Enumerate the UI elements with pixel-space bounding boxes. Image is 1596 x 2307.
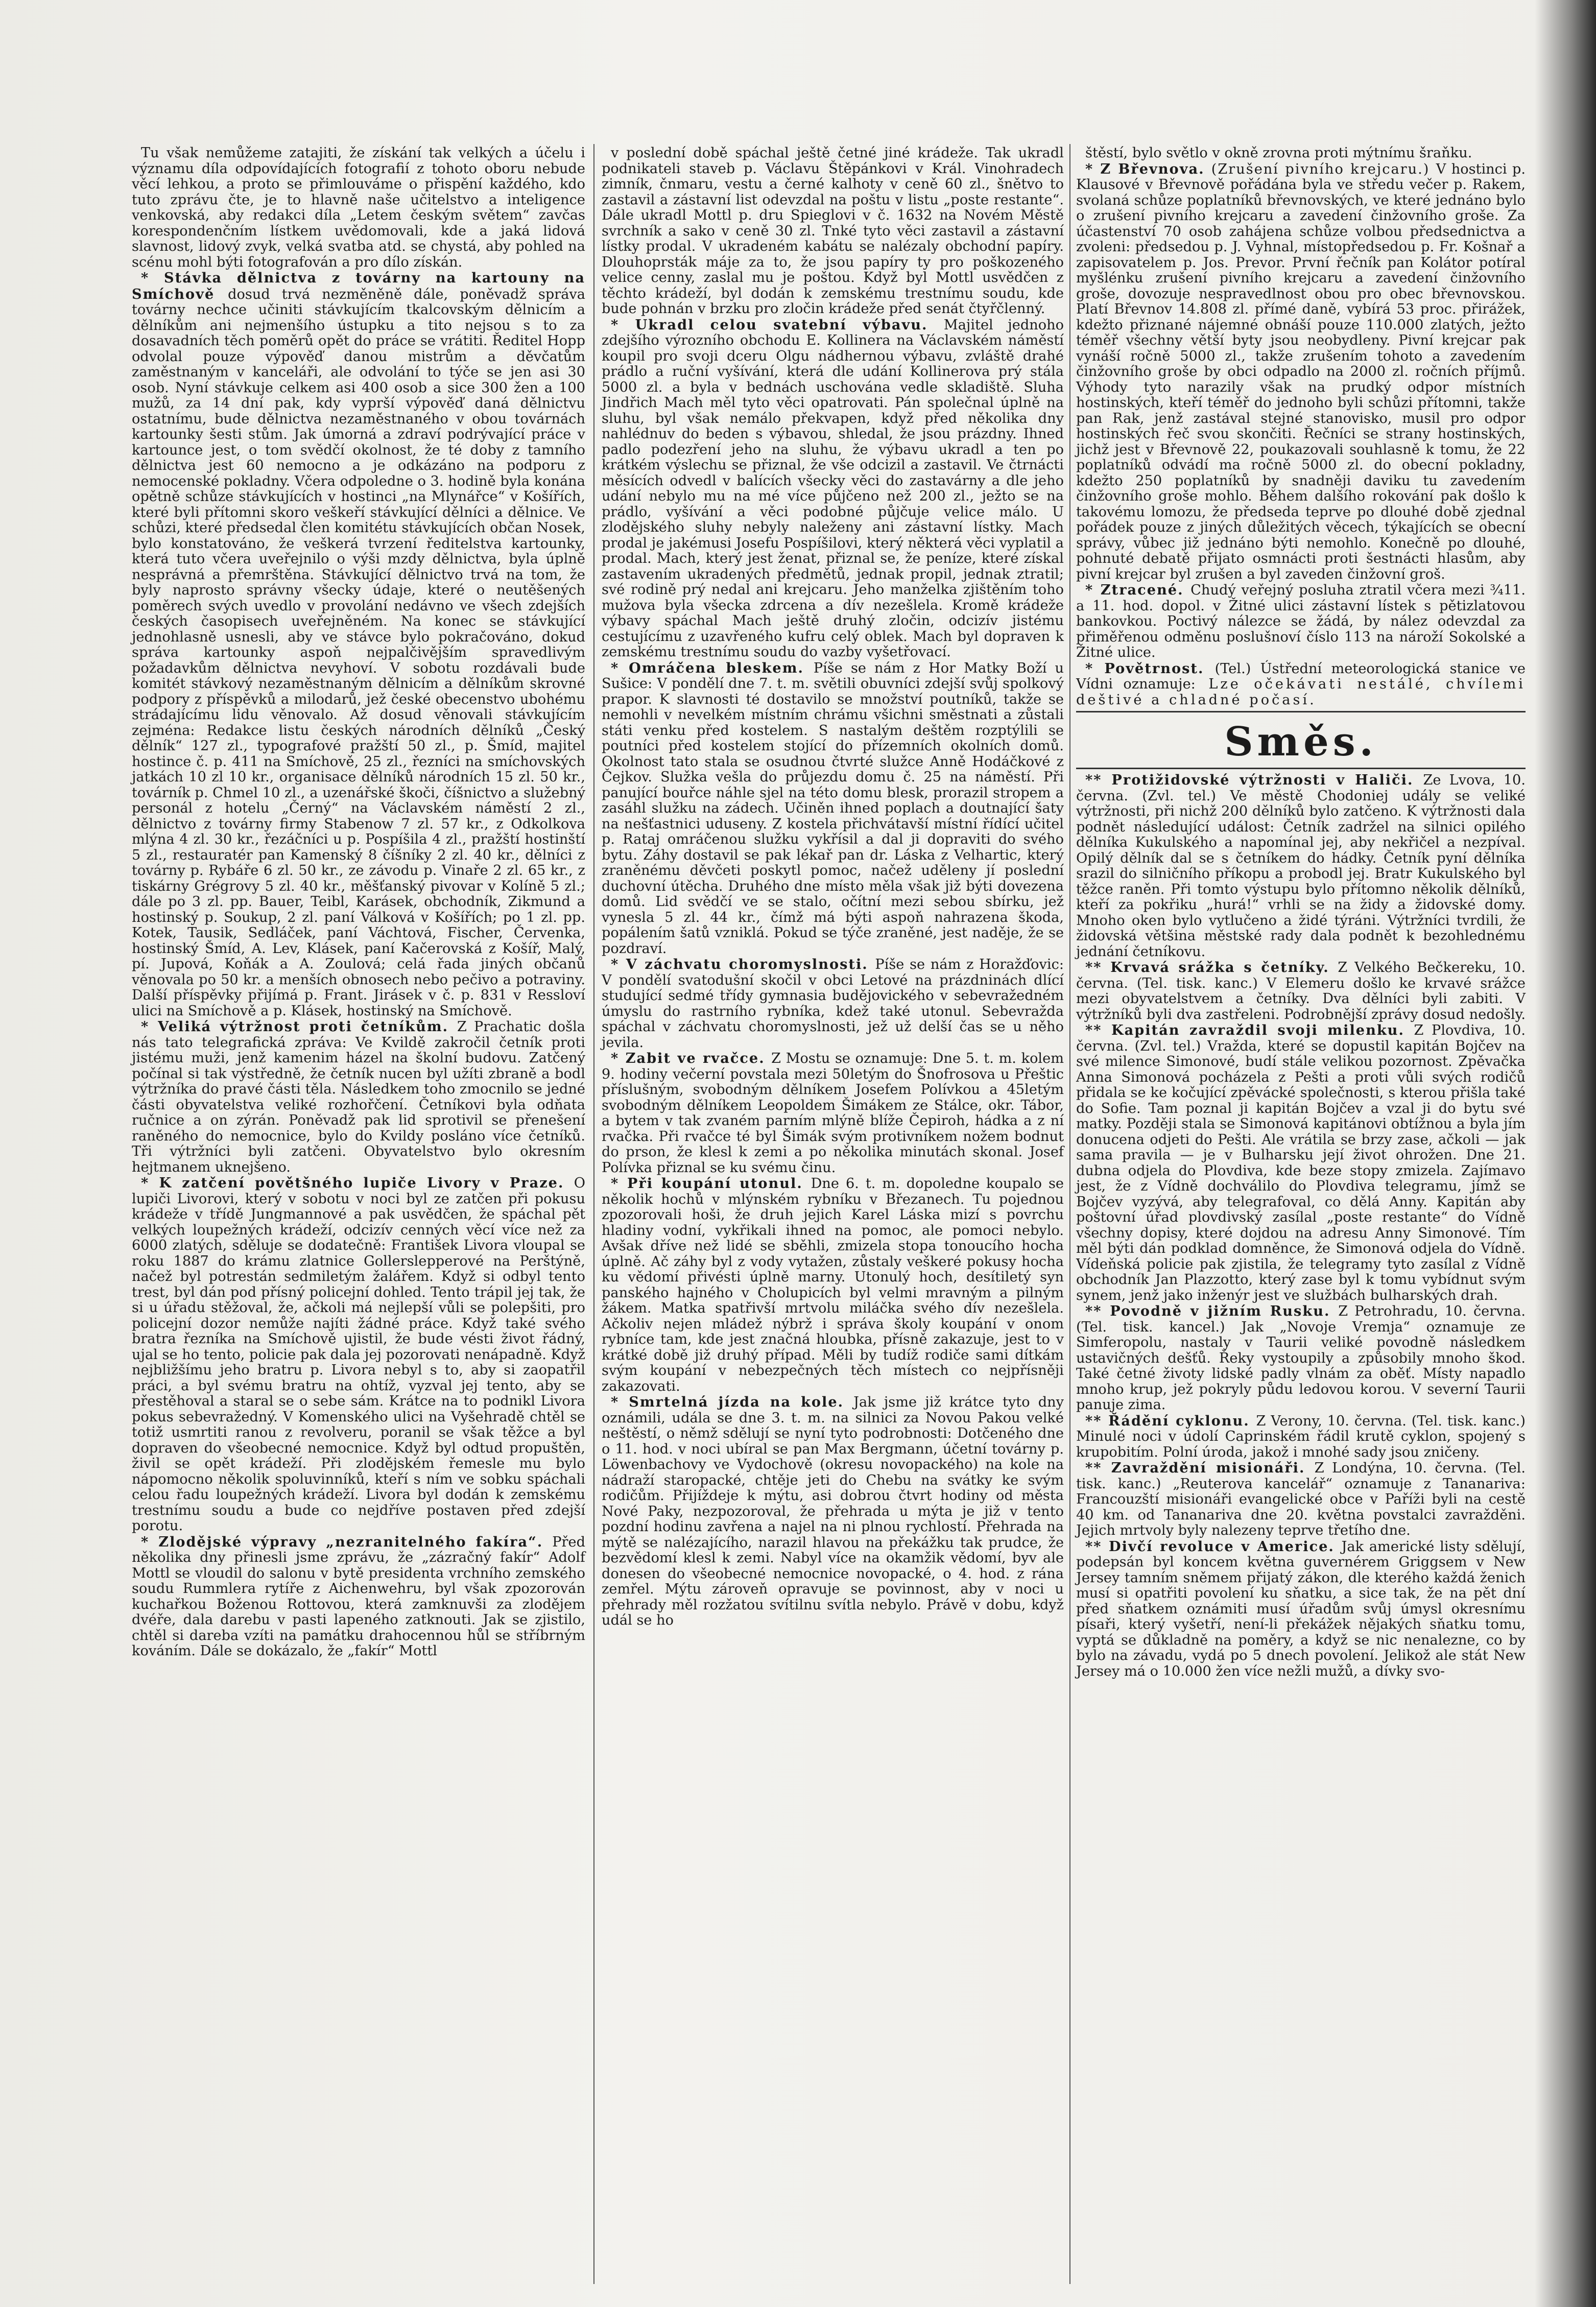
article-subheadline: (Zrušení pivního krejcaru.) [1211,161,1436,177]
article-headline: * Omráčena bleskem. [611,659,814,676]
article-paragraph [602,317,1064,660]
article-headline: * Zabit ve rvačce. [611,1050,772,1066]
article-text: Z Londýna, 10. června. (Tel. tisk. kanc.) „Reuterova kancelář“ oznamuje z Tananariva: Francouzští misionáři evangelické obce v Paříži byli na cestě 40 km. od Tananariva dne 20. května povstalci zavražděni. Jejich mrtvoly byly nalezeny teprve třetího dne. [1076,1460,1526,1538]
article-headline: * Z Břevnova. [1085,160,1211,177]
column-3 [1076,146,1526,1679]
article-headline: ** Kapitán zavraždil svoji milenku. [1085,1022,1414,1038]
article-headline: ** Krvavá srážka s četníky. [1085,959,1338,976]
section-heading: Směs. [1224,719,1377,765]
article-paragraph [602,1394,1064,1629]
article-headline: * Povětrnost. [1085,660,1215,677]
article-text: dosud trvá nezměněně dále, poněvadž správa továrny nechce učiniti stávkujícím tkalcovským dělnicím a dělníkům ani nejmenšího ústupku a tito nejsou s to za dosavadních těch poměrů opět do práce se vrátiti. Ředitel Hopp odvolal pouze výpověď danou mistrům a děvčatům zaměstnaným v kanceláři, ale odvolání to týče se jen asi 30 osob. Nyní stávkuje celkem asi 400 osob a sice 300 žen a 100 mužů, za 14 dní pak, kdy vyprší výpověď daná dělnictvu ostatnímu, bude dělnictva nezaměstnaného v obou továrnách kartounky šesti stům. Jak úmorná a zdraví podrývající práce v kartounce jest, o tom svědčí okolnost, že té doby z tamního dělnictva jest 60 nemocno a je odkázáno na podporu z nemocenské pokladny. Včera odpoledne o 3. hodině byla konána opětně schůze stávkujících v hostinci „na Mlynářce“ v Košířích, které byli přítomni skoro veškeří stávkující dělníci a dělnice. Ve schůzi, které předsedal člen komitétu stávkujících občan Nosek, bylo konstatováno, že veškerá tvrzení ředitelstva kartounky, která tuto včera uveřejnilo o výši mzdy dělnictva, byla úplně nesprávná a přemrštěna. Stávkující dělnictvo trvá na tom, že byly naprosto správny všecky údaje, které o neutěšených poměrech svých uvedlo v provolání nedávno ve všech zdejších českých časopisech uveřejněném. Na konec se stávkující jednohlasně usnesli, aby ve stávce bylo pokračováno, dokud správa kartounky aspoň nejpalčivějším spravedlivým požadavkům dělnictva nevyhoví. V sobotu rozdávali bude komitét stávkový nezaměstnaným dělnicím a dělníkům skrovné podpory z příspěvků a milodarů, jež české obecenstvo ubohému strádajícímu lidu věnovalo. Až dosud věnovali stávkujícím zejména: Redakce listu českých národních dělníků „Český dělník“ 127 zl., typografové pražští 50 zl., p. Šmíd, majitel hostince č. p. 411 na Smíchově, 25 zl., řezníci na smíchovských jatkách 10 zl 10 kr., organisace dělníků národních 15 zl. 50 kr., továrník p. Chmel 10 zl., a uzenářské škoči, číšnictvo a služebný personál z hotelu „Černý“ na Václavském náměstí 2 zl., dělnictvo z továrny firmy Stabenow 7 zl. 57 kr., z Odkolkova mlýna 4 zl. 30 kr., řezáčníci u p. Pospíšila 4 zl., pražští hostinští 5 zl., restauratér pan Kamenský 8 číšníky 2 zl. 40 kr., dělníci z továrny p. Rybáře 6 zl. 50 kr., ze závodu p. Vinaře 2 zl. 65 kr., z tiskárny Grégrovy 5 zl. 40 kr., měšťanský pivovar v Kolíně 5 zl.; dále po 3 zl. pp. Bauer, Teibl, Karásek, obchodník, Zikmund a hostinský p. Soukup, 2 zl. paní Válková v Košířích; po 1 zl. pp. Kotek, Tausik, Sedláček, paní Váchtová, Fischer, Červenka, hostinský Šmíd, A. Lev, Klásek, paní Kačerovská z Košíř, Malý, pí. Jupová, Koňák a A. Zoulová; celá řada jiných občanů věnovala po 50 kr. a menších obnosech nebo pečivo a potraviny. Další příspěvky přijímá p. Frant. Jirásek v č. p. 831 v Ressloví ulici na Smíchově a p. Klásek, hostinský na Smíchově. [132,286,585,1019]
article-paragraph [1076,1539,1526,1680]
article-paragraph [1076,1303,1526,1413]
article-paragraph [1076,161,1526,583]
article-paragraph [132,1534,585,1659]
article-paragraph [602,957,1064,1051]
article-text: O lupiči Livorovi, který v sobotu v noci byl ze zatčen při pokusu krádeže v třídě Jungmannové a pak usvědčen, že spáchal pět velkých loupežných krádeží, odcizív cenných věcí více než za 6000 zlatých, sděluje se dodatečně: František Livora vloupal se roku 1887 do krámu zlatnice Gollerslepperové na Perštýně, načež byl potrestán sedmiletým žalářem. Když si odbyl tento trest, byl dán pod přísný policejní dohled. Tento trápil jej tak, že si u úřadu stěžoval, že, ačkoli má nejlepší vůli se polepšiti, pro policejní dozor nemůže najíti žádné práce. Když také svého bratra řezníka na Smíchově ujistil, že bude vésti život řádný, ujal se ho tento, policie pak dala jej pozorovati nenápadně. Když nejbližšímu jeho bratru p. Livora nebyl s to, aby si zaopatřil práci, a byl svému bratru na ohtíž, vyzval jej tento, aby se přestěhoval a staral se o sebe sám. Krátce na to podnikl Livora pokus sebevražedný. V Komenského ulici na Vyšehradě chtěl se totiž usmrtiti ranou z revolveru, poranil se však těžce a byl dopraven do všeobecné nemocnice. Když byl odtud propuštěn, živil se opět krádeží. Při zlodějském řemesle mu bylo nápomocno několik spoluvinníků, kteří s ním ve sobku spáchali celou řadu loupežných krádeží. Livora byl dodán k zemskému trestnímu soudu a bude co nejdříve postaven před zdejší porotu. [132,1175,585,1534]
article-paragraph [132,270,585,1019]
article-text: Ze Lvova, 10. června. (Zvl. tel.) Ve městě Chodoniej udály se veliké výtržnosti, při nichž 200 dělníků bylo zatčeno. K výtržnosti dala podnět následující událost: Četník zadržel na silnici opilého dělníka Kukulského a napomínal jej, aby nekřičel a nezpíval. Opilý dělník dal se s četníkem do hádky. Četník pyní dělníka srazil do silničního příkopu a probodl jej. Bratr Kukulského byl těžce raněn. Při tomto výstupu bylo přítomno několik dělníků, kteří za pokřiku „hurá!“ vrhli se na židy a židovské domy. Mnoho oken bylo vytlučeno a židé týráni. Výtržníci tvrdili, že židovská většina městské rady dala podnět k bezohlednému jednání četníkovu. [1076,772,1526,960]
article-headline: * Ztracené. [1085,582,1191,598]
article-text: Jak jsme již krátce tyto dny oznámili, udála se dne 3. t. m. na silnici za Novou Pakou velké neštěstí, o němž sdělují se nyní tyto podrobnosti: Dotčeného dne o 11. hod. v noci ubíral se pan Max Bergmann, účetní továrny p. Löwenbachovy ve Vydochově (okresu novopackého) na kole na nádraží staropacké, chtěje jeti do Chebu na svátky ke svým rodičům. Přijíždeje k mýtu, asi dobrou čtvrt hodiny od města Nové Paky, nezpozoroval, že přehrada u mýta je již v tento pozdní hodinu zavřena a najel na ni plnou rychlostí. Přehrada na mýtě se nalézajícího, narazil hlavou na překážku tak prudce, že bezvědomí klesl k zemi. Nabyl více na okamžik vědomí, byv ale donesen do všeobecné nemocnice novopacké, o 4. hod. z rána zemřel. Mýtu zároveň opravuje se povinnost, aby v noci u přehrady měl rozžatou svítilnu svítla nebylo. Právě v dobu, když udál se ho [602,1394,1064,1628]
article-paragraph [602,1176,1064,1394]
article-text: Z Prachatic došla nás tato telegrafická zpráva: Ve Kvildě zakročil četník proti jistému muži, jenž kamenim házel na školní budovu. Zatčený počínal si tak výstředně, že četník nucen byl užíti zbraně a bodl výtržníka do pravé části těla. Následkem toho zmocnilo se jedné části obyvatelstva veliké rozhořčení. Četníkovi byla odňata ručnice a on zýrán. Poněvadž pak lid sprotivil se přenešení raněného do nemocnice, bylo do Kvildy posláno více četníků. Tři výtržníci byli zatčeni. Obyvatelstvo bylo okresním hejtmanem uknejšeno. [132,1019,585,1175]
article-text: štěstí, bylo světlo v okně zrovna proti mýtnímu šraňku. [1085,145,1472,161]
article-headline: * Ukradl celou svatební výbavu. [611,316,944,333]
article-text: Z Mostu se oznamuje: Dne 5. t. m. kolem 9. hodiny večerní povstala mezi 50letým do Šnofrosova u Přeštic příslušným, svobodným dělníkem Josefem Polívkou a 45letým svobodným dělníkem Leopoldem Šimákem ze Stálce, okr. Tábor, a bytem v tak zvaném parním mlýně blíže Čepiroh, hádka a z ní rvačka. Při rvačce té byl Šimák svým protivníkem nožem bodnut do prson, že klesl k zemi a po několika minutách skonal. Josef Polívka přiznal se ku svému činu. [602,1051,1064,1176]
page-edge-shadow [1535,0,1596,2307]
article-headline: ** Povodně v jižním Rusku. [1085,1303,1339,1319]
article-paragraph [1076,146,1526,161]
article-text: V hostinci p. Klausové v Břevnově pořádána byla ve středu večer p. Rakem, svolaná schůze poplatníků břevnovských, ve které jednáno bylo o zrušení pivního krejcaru a zavedení činžovního groše. Za účastenství 70 osob zahájena schůze volbou předsednictva a zvoleni: předsedou p. J. Vyhnal, místopředsedou p. Fr. Košnař a zapisovatelem p. Jos. Prevor. První řečník pan Kolátor potíral myšlénku zrušení pivního krejcaru a zavedení činžovního groše, dovozuje nespravedlnost obou pro obec břevnovskou. Platí Břevnov 14.808 zl. přímé daně, vybírá 53 proc. přirážek, kdežto přiznané nájemné obnáší pouze 110.000 zlatých, ježto téměř všechny větší byty jsou neobydleny. Pivní krejcar pak vynáší ročně 5000 zl., takže zrušením tohoto a zavedením činžovního groše by obci odpadlo na 2000 zl. ročních příjmů. Výhody tyto narazily však na prudký odpor místních hostinských, kteří téměř do jednoho byli schůzi přítomni, takže pan Rak, jenž zastával stejné stanovisko, musil pro odpor hostinských řeč svou skončiti. Řečníci se strany hostinských, jichž jest v Břevnově 22, poukazovali souhlasně k tomu, že 22 poplatníků odvádí ma ročně 5000 zl. do obecní pokladny, kdežto 250 poplatníků by snadněji daviku tu zavedením činžovního groše mohlo. Během dalšího rokování pak došlo k takovému lomozu, že předseda teprve po dlouhé době zjednal pořádek pouze z jiných důležitých věcech, týkajících se obecní správy, vůbec již jednáno býti nemohlo. Konečně po dlouhé, pohnuté debatě přijato osmnácti proti šestnácti hlasům, aby pivní krejcar byl zrušen a byl zaveden činžovní groš. [1076,161,1526,582]
article-paragraph [1076,582,1526,661]
article-paragraph [1076,1460,1526,1539]
column-rule [593,144,594,2284]
article-headline: * Veliká výtržnost proti četníkům. [141,1018,458,1035]
article-text: Dne 6. t. m. dopoledne koupalo se několik hochů v mlýnském rybníku v Březanech. Tu pojednou zpozorovali hoši, že druh jejich Karel Láska mizí s povrchu hladiny vodní, vykřikali ihned na pomoc, ale pomoci nebylo. Avšak dříve než lidé se sběhli, zmizela stopa tonoucího hocha úplně. Ač záhy byl z vody vytažen, zůstaly veškeré pokusy hocha ku vědomí přivésti úplně marny. Utonulý hoch, desítiletý syn panského hajného v Cholupicích byl velmi mravným a pilným žákem. Matka spatřivší mrtvolu miláčka svého dív nezešlela. Ačkoliv nejen mládež nýbrž i správa školy koupání v onom rybníce tam, kde jest značná hloubka, přísně zakazuje, jest to v krátké době již druhý případ. Měli by tudíž rodiče sami dítkám svým koupání v nebezpečných těch místech co nejpřísněji zakazovati. [602,1176,1064,1394]
article-headline: ** Řádění cyklonu. [1085,1412,1256,1429]
column-rule [1069,144,1070,2284]
article-paragraph [602,660,1064,957]
article-text: Z Plovdiva, 10. června. (Zvl. tel.) Vražda, které se dopustil kapitán Bojčev na své milence Simonové, budí stále velikou pozornost. Zpěvačka Anna Simonová pocházela z Pešti a proti vůli svých rodičů přidala se ke kočující zpěvácké společnosti, s kterou přišla také do Sofie. Tam poznal ji kapitán Bojčev a vzal ji do bytu své matky. Později stala se Simonová kapitánovi obtížnou a byla jím donucena odjeti do Pešti. Ale vrátila se brzy zase, ačkoli — jak sama pravila — je v Bulharsku její život ohrožen. Dne 21. dubna odjela do Plovdiva, kde beze stopy zmizela. Zajímavo jest, že z Vídně dochválilo do Plovdiva telegramu, jímž se Bojčev vyzývá, aby telegrafoval, co dělá Anny. Kapitán aby poštovní úřad plovdivský zasílal „poste restante“ do Vídně všechny dopisy, které dojdou na adresu Anny Simonové. Tím měl býti dán podklad domněnce, že Simonová odjela do Vídně. Vídeňská policie pak zjistila, že telegramy tyto zasílal z Vídně obchodník Jan Plazzotto, který zase byl k tomu vybídnut svým synem, jenž jako inženýr jest ve službách bulharských drah. [1076,1022,1526,1303]
article-text: Majitel jednoho zdejšího výrozního obchodu E. Kollinera na Václavském náměstí koupil pro svoji dceru Olgu nádhernou výbavu, zvláště drahé prádlo a ruční vyšívání, která dle udání Kollinerova prý stála 5000 zl. a byla v bednách uschována vedle skladiště. Sluha Jindřich Mach měl tyto věci opatrovati. Pán společnal úplně na sluhu, byl však nemálo překvapen, když před několika dny nahlédnuv do beden s výbavou, shledal, že jsou prázdny. Ihned padlo podezření jeho na sluhu, že výbavu ukradl a ten po krátkém výslechu se přiznal, že vše odcizil a zastavil. Ve čtrnácti měsících odvedl v balících všecky věci do zastavárny a dle jeho udání nebylo mu na mé více půjčeno než 200 zl., ježto se na prádlo, vyšívání a věci podobné půjčuje velice málo. U zlodějského sluhy nebyly naleženy ani zástavní lístky. Mach prodal je jakémusi Josefu Pospíšilovi, který některá věci vyplatil a prodal. Mach, který jest ženat, přiznal se, že peníze, které získal zastavením ukradených předmětů, jednak propil, jednak ztratil; své rodině prý nedal ani krejcaru. Jeho manželka zjištěním toho mužova byla všecka zdrcena a dív nezešlela. Kromě krádeže výbavy spáchal Mach ještě druhý zločin, odcizív jistému cestujícímu z uzavřeného kufru celý oblek. Mach byl dopraven k zemskému trestnímu soudu do vazby vyšetřovací. [602,317,1064,660]
article-text: Jak americké listy sdělují, podepsán byl koncem května guvernérem Griggsem v New Jersey tamním sněmem přijatý zákon, dle kterého každá ženich musí si opatřiti povolení ku sňatku, a sice tak, že na pět dní před sňatkem oznámiti musí úřadům svůj úmysl okresnímu písaři, který vyšetří, není-li překážek nějakých sňatku tomu, vyptá se důkladně na poměry, a když se nic nenalezne, co by bylo na závadu, vydá po 5 dnech povolení. Jelikož ale stát New Jersey má o 10.000 žen více nežli mužů, a dívky svo- [1076,1538,1526,1679]
article-headline: * V záchvatu choromyslnosti. [611,956,875,972]
article-paragraph [132,146,585,270]
article-paragraph [1076,1413,1526,1461]
article-text: Chudý veřejný posluha ztratil včera mezi ¾11. a 11. hod. dopol. v Žitné ulici zástavní lístek s pětizlatovou bankovkou. Poctivý nálezce se žádá, by nález odevzdal za přiměřenou odměnu poslušnoví číslo 113 na nároží Sokolské a Žitné ulice. [1076,582,1526,660]
article-paragraph [132,1019,585,1175]
article-headline: * Smrtelná jízda na kole. [611,1394,854,1410]
article-text: v poslední době spáchal ještě četné jiné krádeže. Tak ukradl podnikateli staveb p. Václavu Štěpánkovi v Král. Vinohradech zimník, čnmaru, vestu a černé kalhoty v ceně 60 zl., šnětvo to zastavil a zástavní list odevzdal na poštu v listu „poste restante“. Dále ukradl Mottl p. dru Spieglovi v č. 1632 na Novém Městě svrchník a sako v ceně 30 zl. Tnké tyto věci zastavil a zástavní lístky prodal. V ukradeném kabátu se nalézaly obchodní papíry. Dlouhoprsták máje za to, že jsou papíry ty pro poškozeného velice cenny, zaslal mu je poštou. Když byl Mottl usvědčen z těchto krádeží, byl dodán k zemskému trestnímu soudu, kde bude pohnán v brzku pro zločin krádeže před senát čtyřčlenný. [602,145,1064,317]
article-headline: * K zatčení povětšného lupiče Livory v Praze. [141,1175,574,1191]
article-headline: * Stávka dělnictva z továrny na kartouny na Smíchově [132,270,585,302]
article-paragraph [1076,1022,1526,1303]
column-2 [602,146,1064,1629]
forecast-text: Lze očekávati nestálé, chvílemi deštivé a chladné počasí. [1076,676,1526,708]
article-paragraph [602,1051,1064,1176]
article-paragraph [1076,661,1526,708]
article-text: Z Velkého Bečkereku, 10. června. (Tel. tisk. kanc.) V Elemeru došlo ke krvavé srážce mezi obyvatelstvem a četníky. Dva dělníci byli zabiti. V výtržníků byli dva zastřeleni. Podrobnější zprávy dosud nedošly. [1076,960,1526,1022]
section-rule [1076,711,1526,712]
section-rule [1076,768,1526,769]
article-headline: ** Zavraždění misionáři. [1085,1460,1315,1476]
article-paragraph [602,146,1064,317]
article-headline: ** Protižidovské výtržnosti v Haliči. [1085,772,1423,788]
article-text: Z Petrohradu, 10. června. (Tel. tisk. kancel.) Jak „Novoje Vremja“ oznamuje ze Simferopolu, nastaly v Taurii veliké povodně následkem ustavičných dešťů. Řeky vystoupily a způsobily mnoho škod. Také četné životy lidské padly vlnám za oběť. Místy napadlo mnoho krup, jež pokryly půdu ledovou korou. V severní Taurii panuje zima. [1076,1303,1526,1413]
article-text: Tu však nemůžeme zatajiti, že získání tak velkých a účelu i významu díla odpovídajících fotografií z tohoto oboru nebude věcí lehkou, a proto se přimlouváme o přispění každého, kdo tuto zprávu čte, je to hlavně naše učitelstvo a inteligence venkovská, aby redakci díla „Letem českým světem“ zavčas korespondenčním lístkem uvědomovali, kde a jaká lidová slavnost, lidový zvyk, velká svatba atd. se chystá, aby pohled na scénu mohl býti fotografován a pro dílo získán. [132,145,585,270]
article-paragraph [1076,772,1526,960]
article-text: Před několika dny přinesli jsme zprávu, že „zázračný fakír“ Adolf Mottl se vloudil do salonu v bytě presidenta vrchního zemského soudu Rummlera rytíře z Aichenwehru, byl však zpozorován kuchařkou Boženou Rottovou, která zamknuvši za zlodějem dvéře, dala darebu v pasti lapeného zatknouti. Jak se zjistilo, chtěl si dareba vzíti na památku drahocennou hůl se stříbrným kováním. Dále se dokázalo, že „fakír“ Mottl [132,1534,585,1659]
article-headline: * Při koupání utonul. [611,1175,811,1192]
article-text: Z Verony, 10. června. (Tel. tisk. kanc.) Minulé noci v údolí Caprinském řádil krutě cyklon, spojený s krupobitím. Polní úroda, jakož i mnohé sady jsou zničeny. [1076,1413,1526,1460]
article-text: Píše se nám z Hor Matky Boží u Sušice: V pondělí dne 7. t. m. světili obuvníci zdejší svůj spolkový prapor. K slavnosti té dostavilo se množství poutníků, takže se nemohli v nevelkém místním chrámu všichni směstnati a zůstali státi venku před kostelem. S nastalým deštěm rozptýlili se poutníci před kostelem stojící do přízemních okolních domů. Okolnost tato stala se osudnou čtvrté služce Anně Hodáčkové z Čejkov. Služka vešla do průjezdu domu č. 25 na náměstí. Při panující bouřce náhle sjel na této domu blesk, prorazil stropem a zasáhl služku na zádech. Učiněn ihned poplach a doutnající šaty na nešťastnici uduseny. Z kostela přichvátavší místní řídící učitel p. Rataj omráčenou služku vykřísil a dal ji dopraviti do svého bytu. Záhy dostavil se pak lékař pan dr. Láska z Velhartic, který zraněnému děvčeti poskytl pomoc, načež uděleny jí poslední duchovní útěcha. Druhého dne místo měla však již býti dovezena domů. Lid svědčí ve se stalo, očítní mezi sebou sbírku, jež vynesla 5 zl. 44 kr., čímž má býti aspoň nahrazena škoda, popálením šatů vzniklá. Pokud se týče zraněné, jest naděje, že se pozdraví. [602,660,1064,957]
article-headline: * Zlodějské výpravy „nezranitelného fakíra“. [141,1533,553,1550]
article-text: Píše se nám z Horažďovic: V pondělí svatodušní skočil v obci Letové na prázdninách dlící studující sedmé třídy gymnasia budějovického v sebevražedném úmyslu do rastrního rybníka, kdež také utonul. Sebevražda spáchal v záchvatu choromyslnosti, jež už delší čas se u něho jevila. [602,957,1064,1051]
article-paragraph [132,1175,585,1534]
article-headline: ** Divčí revoluce v Americe. [1085,1538,1342,1555]
article-text: (Tel.) Ústřední meteorologická stanice ve Vídni oznamuje: [1076,660,1526,692]
article-paragraph [1076,960,1526,1022]
column-1 [132,146,585,1659]
